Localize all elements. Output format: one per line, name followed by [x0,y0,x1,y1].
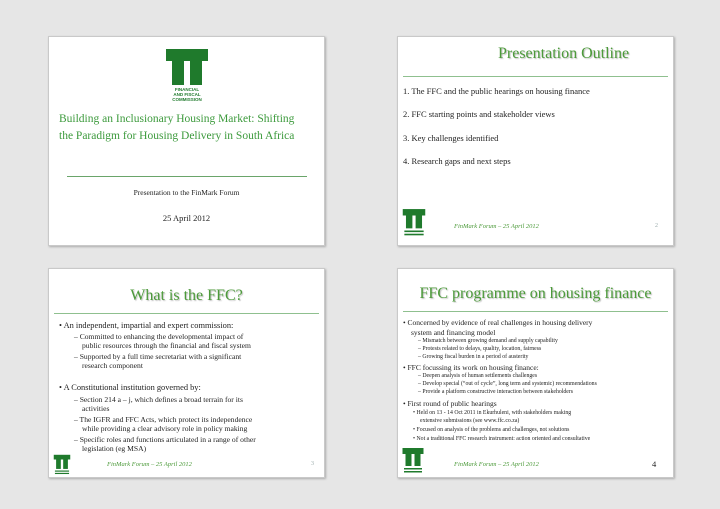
ffc-logo-small-icon [52,454,72,476]
slide-3-footer-logo [52,454,72,476]
slide-4-sub-3b: • Focused on analysis of the problems and challenges, not solutions [413,427,570,433]
slide-4-sub-1b: – Protests related to delays, quality, location, fairness [418,346,542,352]
slide-1-date: 25 April 2012 [162,213,211,223]
slide-3-sub-2c-line-2: legislation (eg MSA) [82,444,147,453]
ffc-logo-small-icon [401,447,425,475]
slide-1-divider [67,176,307,177]
slide-3-sub-1a-line-2: public resources through the financial and fiscal system [82,341,251,350]
outline-item-4: 4. Research gaps and next steps [403,156,511,166]
slide-3-sub-1b-line-2: research component [82,361,143,370]
slide-4-sub-1c: – Growing fiscal burden in a period of austerity [418,354,529,360]
outline-item-3: 3. Key challenges identified [403,133,499,143]
slide-4-page-number: 4 [652,459,657,469]
slide-2-title-rule [403,76,668,77]
slide-3-bullet-2: • A Constitutional institution governed by: [59,383,201,392]
slide-3-page-number: 3 [311,461,314,467]
slide-3-sub-1a-line-1: – Committed to enhancing the developmental impact of [74,332,244,341]
slide-3-sub-2a-line-1: – Section 214 a – j, which defines a broad terrain for its [74,395,243,404]
slide-4-footer: FinMark Forum – 25 April 2012 [454,461,539,468]
ffc-logo-small-icon [401,208,427,238]
ffc-logo-icon [163,47,211,103]
slide-4-sub-2b: – Develop special (“out of cycle”, long term and systemic) recommendations [418,381,597,387]
slide-1-presenter: Presentation to the FinMark Forum [133,188,240,197]
logo-line-2: AND FISCAL [173,92,201,97]
slide-4-sub-1a: – Mismatch between growing demand and supply capability [418,338,558,344]
slide-2-footer-logo [401,208,427,238]
slide-4-sub-2a: – Deepen analysis of human settlements challenges [418,373,538,379]
slide-2[interactable] [397,36,674,246]
slide-3[interactable] [48,268,325,478]
slide-2-footer: FinMark Forum – 25 April 2012 [454,223,539,230]
ffc-logo [163,47,211,103]
slide-4-sub-3a-line-1: • Held on 13 - 14 Oct 2011 in Ekurhuleni, with stakeholders making [413,410,572,416]
slide-4-sub-2c: – Provide a platform constructive interaction between stakeholders [418,389,574,395]
slide-4-title-rule [403,311,668,312]
slide-4-bullet-1-line-1: • Concerned by evidence of real challenges in housing delivery [403,318,593,327]
slide-3-sub-2c-line-1: – Specific roles and functions articulated in a range of other [74,435,256,444]
slide-3-sub-2a-line-2: activities [82,404,110,413]
slide-3-footer: FinMark Forum – 25 April 2012 [107,461,192,468]
slide-2-page-number: 2 [655,223,658,229]
slide-4-sub-3c: • Not a traditional FFC research instrument: action oriented and consultative [413,436,591,442]
slide-4[interactable] [397,268,674,478]
logo-line-1: FINANCIAL [174,87,200,92]
slide-1-title-line-2: the Paradigm for Housing Delivery in South Africa [59,130,295,142]
slide-4-bullet-2: • FFC focussing its work on housing finance: [403,363,539,372]
slide-3-sub-1b-line-1: – Supported by a full time secretariat with a significant [74,352,242,361]
slide-3-title: What is the FFC? [130,287,243,304]
slide-4-footer-logo [401,447,425,475]
slide-4-sub-3a-line-2: extensive submissions (see www.ffc.co.za) [420,418,520,424]
slide-3-sub-2b-line-1: – The IGFR and FFC Acts, which protect its independence [74,415,253,424]
logo-line-3: COMMISSION [172,97,202,102]
slide-4-bullet-1-line-2: system and financing model [411,328,496,337]
slide-1-title-line-1: Building an Inclusionary Housing Market: Shifting [59,113,295,125]
slide-3-title-rule [54,313,319,314]
slide-1[interactable] [48,36,325,246]
outline-item-1: 1. The FFC and the public hearings on housing finance [403,86,590,96]
slide-3-bullet-1: • An independent, impartial and expert commission: [59,321,234,330]
slide-3-sub-2b-line-2: while providing a clear advisory role in policy making [82,424,248,433]
slide-4-title: FFC programme on housing finance [419,285,652,302]
outline-item-2: 2. FFC starting points and stakeholder views [403,109,555,119]
slide-4-bullet-3: • First round of public hearings [403,399,497,408]
slide-2-title: Presentation Outline [498,45,630,62]
